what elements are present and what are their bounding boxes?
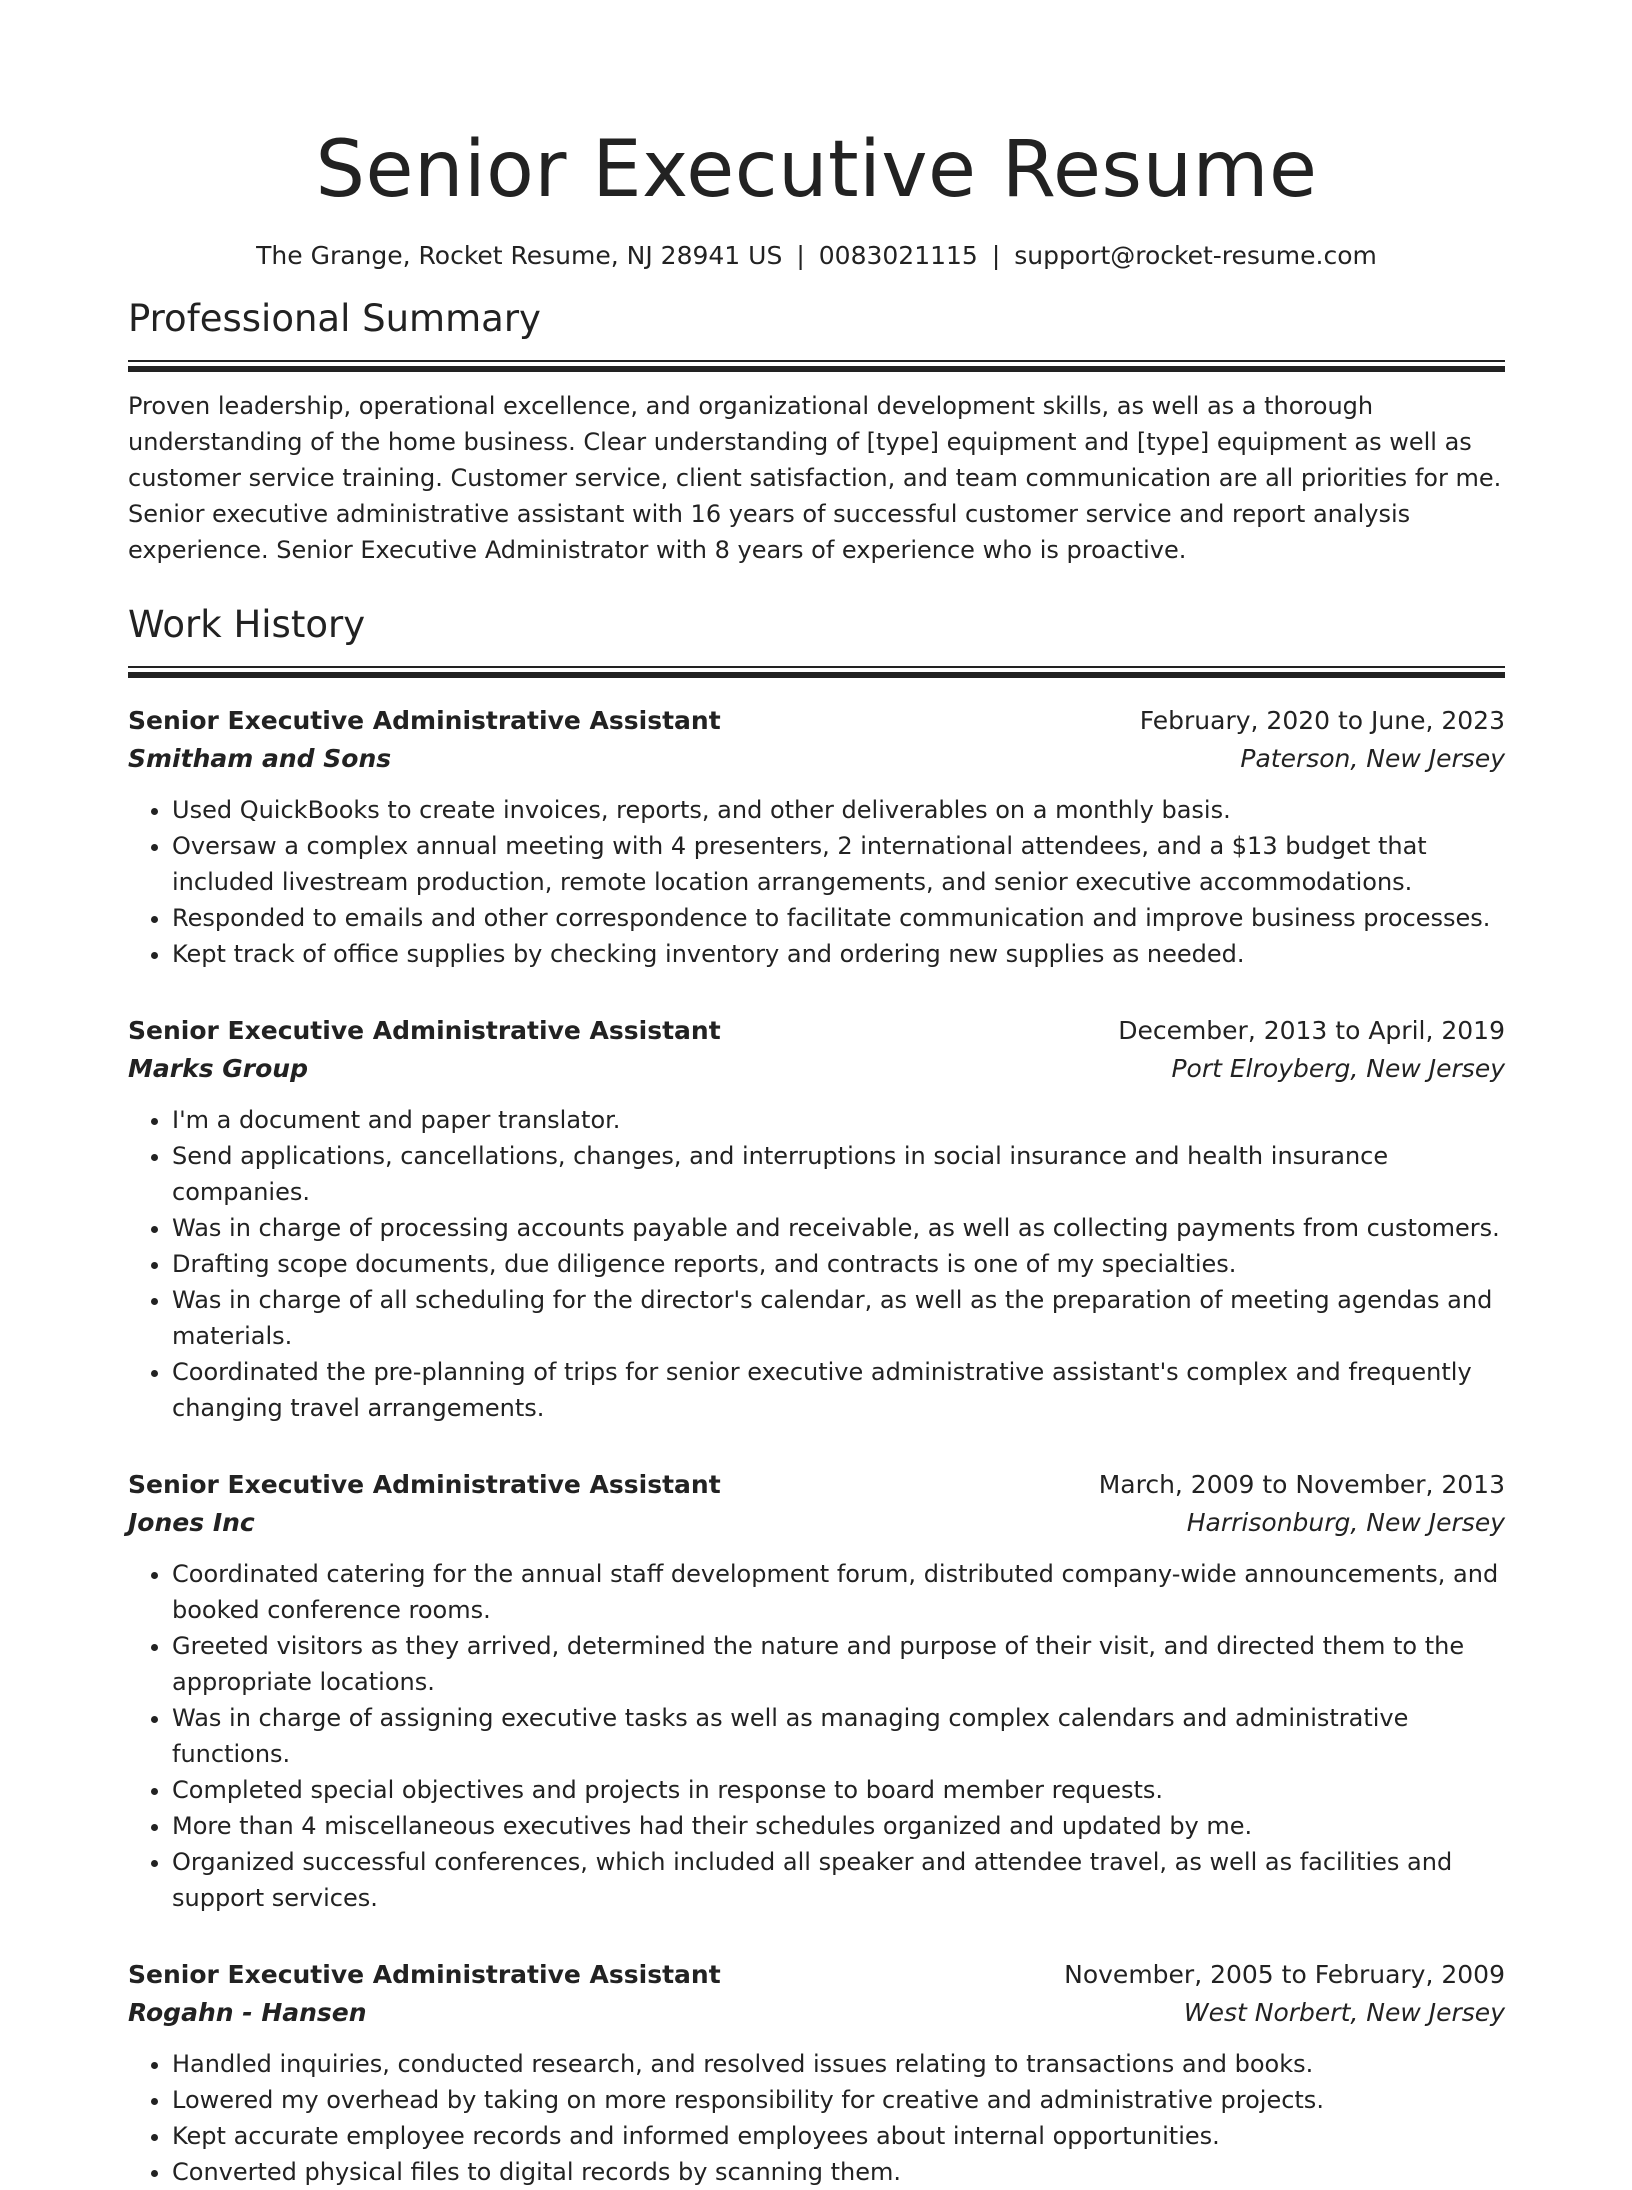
contact-separator: |: [991, 241, 1001, 270]
job-bullets: [128, 792, 1505, 972]
job-bullet: • Drafting scope documents, due diligence reports, and contracts is one of my specialties.: [172, 1246, 1505, 1282]
job-bullet: • Responded to emails and other correspondence to facilitate communication and improve business processes.: [172, 900, 1505, 936]
job-title: Senior Executive Administrative Assistant: [128, 1470, 721, 1499]
job-bullet: • Coordinated catering for the annual staff development forum, distributed company-wide announcements, and booked conference rooms.: [172, 1556, 1505, 1628]
summary-text: Proven leadership, operational excellence, and organizational development skills, as well as a thorough understanding of the home business. Clear understanding of [type] equipment and [type] equipment as well as customer service training. Customer service, client satisfaction, and team communication are all priorities for me. Senior executive administrative assistant with 16 years of successful customer service and report analysis experience. Senior Executive Administrator with 8 years of experience who is proactive.: [128, 392, 1502, 564]
contact-separator: |: [796, 241, 805, 270]
job-bullet: • Converted physical files to digital records by scanning them.: [172, 2154, 1505, 2190]
contact-email: support@rocket-resume.com: [1014, 241, 1377, 270]
job-bullet: • Send applications, cancellations, changes, and interruptions in social insurance and health insurance companies.: [172, 1138, 1505, 1210]
job-bullet: • Handled inquiries, conducted research, and resolved issues relating to transactions and books.: [172, 2046, 1505, 2082]
job-bullet: • Completed special objectives and projects in response to board member requests.: [172, 1772, 1505, 1808]
job-bullets: [128, 2046, 1505, 2190]
job-location: West Norbert, New Jersey: [1183, 1998, 1505, 2027]
job-bullet: • I'm a document and paper translator.: [172, 1102, 1505, 1138]
job-header: [128, 702, 1505, 740]
job-subheader: [128, 1050, 1505, 1088]
job-bullet: • Kept accurate employee records and informed employees about internal opportunities.: [172, 2118, 1505, 2154]
summary-heading: Professional Summary: [128, 297, 541, 340]
job-title: Senior Executive Administrative Assistant: [128, 706, 721, 735]
job-bullet: • Lowered my overhead by taking on more responsibility for creative and administrative projects.: [172, 2082, 1505, 2118]
job-entry: [128, 1466, 1505, 1916]
job-entry: [128, 1012, 1505, 1426]
job-location: Harrisonburg, New Jersey: [1186, 1508, 1505, 1537]
job-dates: February, 2020 to June, 2023: [1139, 706, 1505, 735]
job-header: [128, 1466, 1505, 1504]
job-bullets: [128, 1556, 1505, 1916]
job-title: Senior Executive Administrative Assistant: [128, 1960, 721, 1989]
job-bullet: • More than 4 miscellaneous executives had their schedules organized and updated by me.: [172, 1808, 1505, 1844]
job-entry: [128, 702, 1505, 972]
job-dates: December, 2013 to April, 2019: [1118, 1016, 1505, 1045]
job-bullet: • Oversaw a complex annual meeting with 4 presenters, 2 international attendees, and a $13 budget that included livestream production, remote location arrangements, and senior executive accommodations.: [172, 828, 1505, 900]
summary-section: [128, 294, 1505, 568]
job-header: [128, 1956, 1505, 1994]
job-dates: March, 2009 to November, 2013: [1098, 1470, 1505, 1499]
job-bullet: • Coordinated the pre-planning of trips for senior executive administrative assistant's complex and frequently changing travel arrangements.: [172, 1354, 1505, 1426]
job-header: [128, 1012, 1505, 1050]
section-divider: [128, 360, 1505, 372]
job-subheader: [128, 1994, 1505, 2032]
contact-phone: 0083021115: [818, 241, 978, 270]
job-entry: [128, 1956, 1505, 2190]
job-bullet: • Was in charge of assigning executive tasks as well as managing complex calendars and administrative functions.: [172, 1700, 1505, 1772]
contact-line: [128, 238, 1505, 274]
job-subheader: [128, 740, 1505, 778]
job-company: Jones Inc: [128, 1508, 255, 1537]
job-bullet: • Greeted visitors as they arrived, determined the nature and purpose of their visit, and directed them to the appropriate locations.: [172, 1628, 1505, 1700]
contact-address: The Grange, Rocket Resume, NJ 28941 US: [256, 241, 783, 270]
work-history-heading: Work History: [128, 603, 366, 646]
job-title: Senior Executive Administrative Assistant: [128, 1016, 721, 1045]
resume-page: [128, 0, 1505, 2190]
work-history-section: [128, 600, 1505, 2190]
section-divider: [128, 666, 1505, 678]
job-company: Marks Group: [128, 1054, 309, 1083]
job-location: Port Elroyberg, New Jersey: [1171, 1054, 1505, 1083]
job-bullets: [128, 1102, 1505, 1426]
job-subheader: [128, 1504, 1505, 1542]
job-location: Paterson, New Jersey: [1240, 744, 1505, 773]
job-company: Smitham and Sons: [128, 744, 392, 773]
job-bullet: • Was in charge of all scheduling for the director's calendar, as well as the preparation of meeting agendas and materials.: [172, 1282, 1505, 1354]
job-dates: November, 2005 to February, 2009: [1064, 1960, 1505, 1989]
job-bullet: • Was in charge of processing accounts payable and receivable, as well as collecting payments from customers.: [172, 1210, 1505, 1246]
resume-name: Senior Executive Resume: [315, 125, 1318, 215]
job-bullet: • Organized successful conferences, which included all speaker and attendee travel, as well as facilities and support services.: [172, 1844, 1505, 1916]
job-bullet: • Used QuickBooks to create invoices, reports, and other deliverables on a monthly basis.: [172, 792, 1505, 828]
job-company: Rogahn - Hansen: [128, 1998, 367, 2027]
job-bullet: • Kept track of office supplies by checking inventory and ordering new supplies as needed.: [172, 936, 1505, 972]
